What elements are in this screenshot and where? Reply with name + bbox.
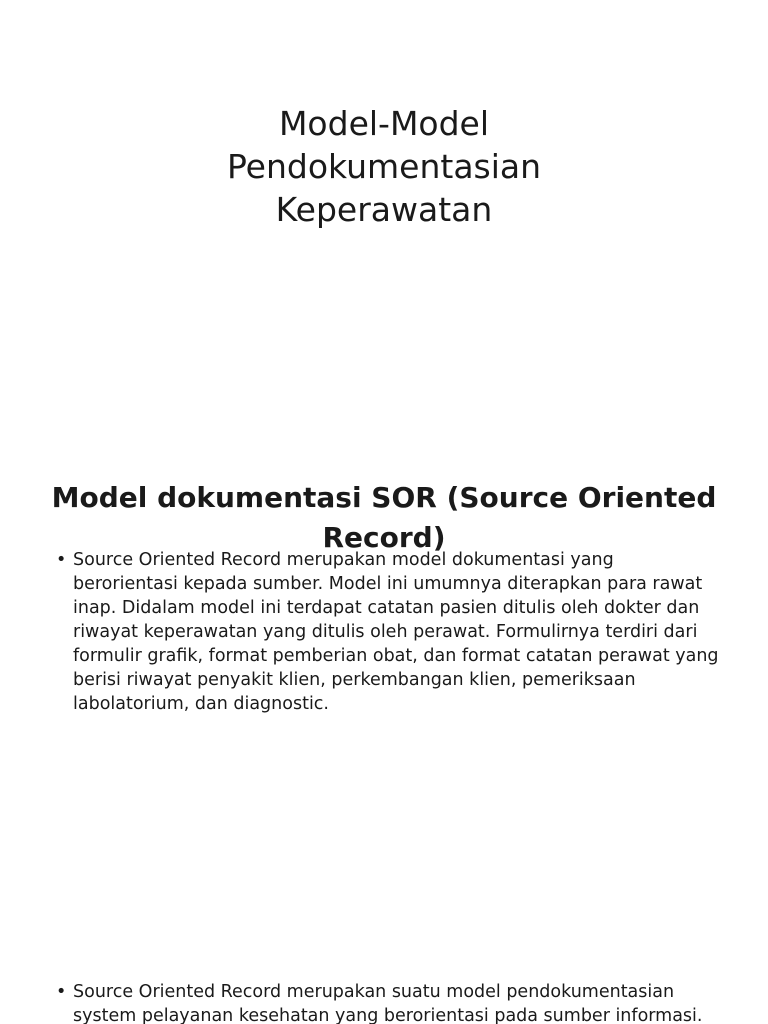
title-line: Pendokumentasian	[226, 147, 542, 187]
presentation-title	[0, 102, 768, 231]
slide-sor	[0, 440, 768, 960]
bullet-text: Source Oriented Record merupakan suatu model pendokumentasian system pelayanan kesehatan yang berorientasi pada sumber informasi.	[73, 982, 703, 1024]
bullet-list	[56, 548, 720, 716]
title-line: Keperawatan	[275, 190, 493, 230]
slide-sor-definition	[0, 960, 768, 1024]
slide-heading: Model dokumentasi SOR (Source Oriented Record)	[51, 481, 717, 555]
bullet-item	[56, 980, 720, 1024]
title-line: Model-Model	[278, 104, 490, 144]
slide-title	[0, 0, 768, 430]
bullet-list	[56, 980, 720, 1024]
bullet-text: Source Oriented Record merupakan model dokumentasi yang berorientasi kepada sumber. Model ini umumnya diterapkan para rawat inap. Didalam model ini terdapat catatan pasien ditulis oleh dokter dan riwayat keperawatan yang ditulis oleh perawat. Formulirnya terdiri dari formulir grafik, format pemberian obat, dan format catatan perawat yang berisi riwayat penyakit klien, perkembangan klien, pemeriksaan labolatorium, dan diagnostic.	[73, 550, 719, 714]
bullet-icon: •	[56, 550, 67, 570]
bullet-icon: •	[56, 982, 67, 1002]
bullet-item	[56, 548, 720, 716]
